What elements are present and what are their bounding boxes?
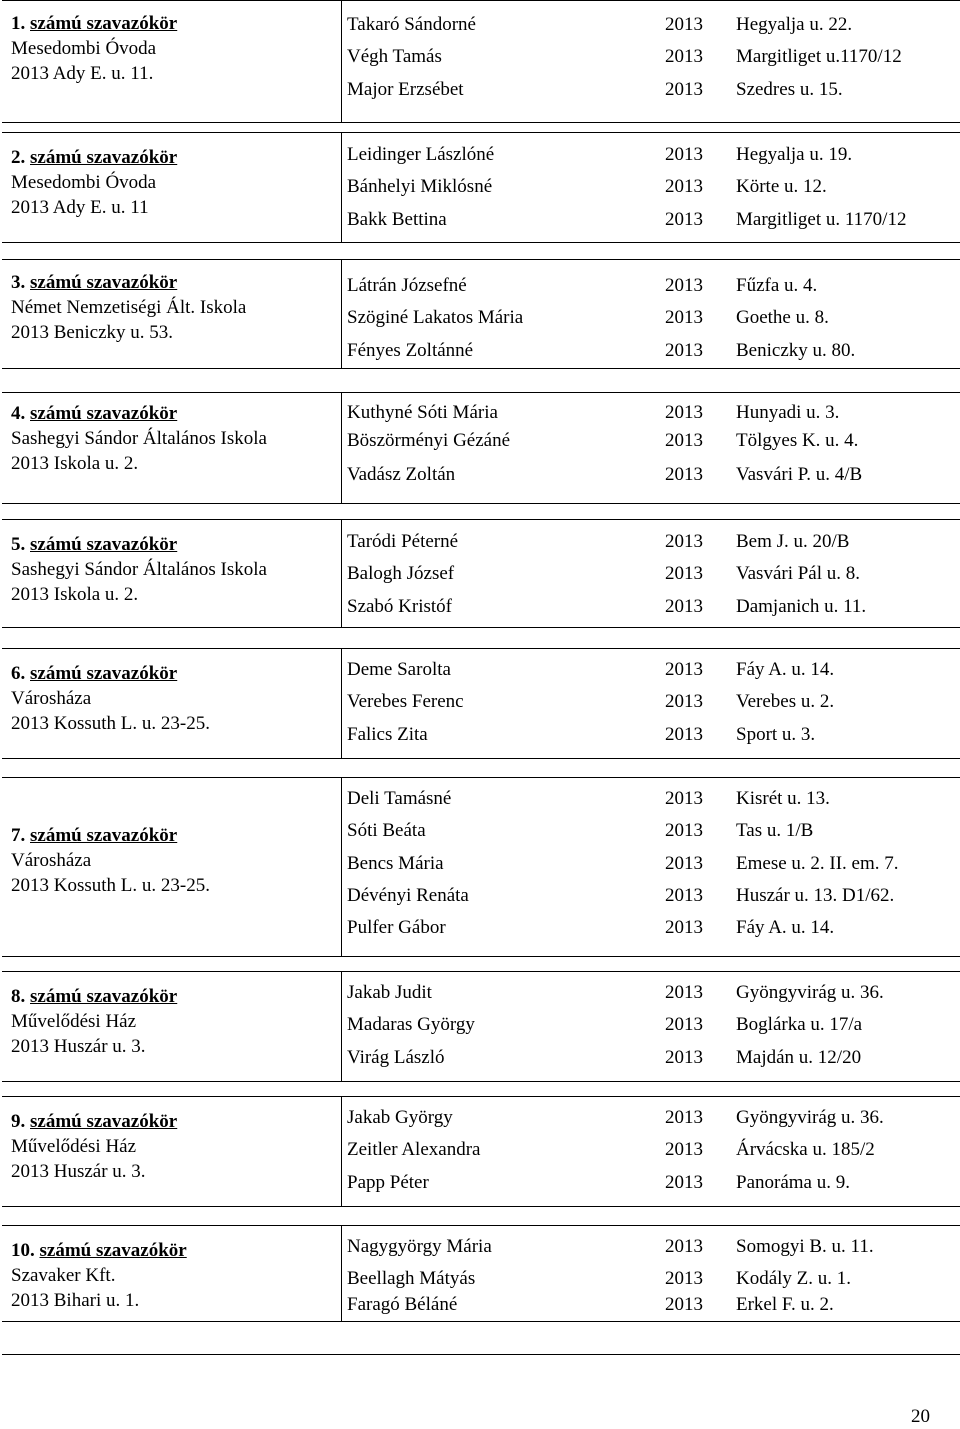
member-address: Kodály Z. u. 1.: [736, 1268, 852, 1289]
district-title-text: számú szavazókör: [30, 1111, 178, 1132]
district-number: 1.: [11, 13, 26, 34]
member-name: Falics Zita: [347, 723, 428, 745]
district-title: [11, 661, 210, 686]
column-divider: [341, 778, 342, 956]
member-name: Virág László: [347, 1046, 445, 1068]
district-info: [11, 401, 267, 476]
district-section: [2, 648, 960, 759]
member-address: Árvácska u. 185/2: [736, 1139, 875, 1161]
district-title: [11, 532, 267, 557]
member-name: Bakk Bettina: [347, 208, 447, 230]
member-year: 2013: [665, 982, 703, 1003]
member-name: Jakab György: [347, 1107, 453, 1128]
member-year: 2013: [665, 402, 703, 423]
district-title-text: számú szavazókör: [30, 663, 178, 684]
district-title-text: számú szavazókör: [30, 825, 178, 846]
district-address: 2013 Kossuth L. u. 23-25.: [11, 875, 210, 896]
member-address: Beniczky u. 80.: [736, 339, 856, 361]
district-location: Sashegyi Sándor Általános Iskola: [11, 428, 267, 449]
district-address: 2013 Ady E. u. 11: [11, 197, 149, 218]
district-address: 2013 Beniczky u. 53.: [11, 322, 174, 343]
column-divider: [341, 260, 342, 368]
district-location: Szavaker Kft.: [11, 1265, 116, 1286]
district-info: [11, 11, 177, 86]
district-number: 6.: [11, 663, 26, 684]
member-address: Hegyalja u. 22.: [736, 14, 853, 35]
column-divider: [341, 1, 342, 122]
member-address: Boglárka u. 17/a: [736, 1014, 863, 1036]
district-location: Művelődési Ház: [11, 1011, 137, 1032]
district-title: [11, 145, 177, 170]
member-address: Tölgyes K. u. 4.: [736, 430, 859, 451]
district-info: [11, 145, 177, 220]
district-number: 2.: [11, 147, 26, 168]
member-year: 2013: [665, 1107, 703, 1128]
district-address: 2013 Kossuth L. u. 23-25.: [11, 713, 210, 734]
member-year: 2013: [665, 659, 703, 680]
member-address: Körte u. 12.: [736, 176, 827, 198]
member-name: Dévényi Renáta: [347, 884, 469, 906]
member-address: Huszár u. 13. D1/62.: [736, 884, 895, 906]
member-year: 2013: [665, 788, 703, 809]
member-year: 2013: [665, 144, 703, 165]
member-name: Böszörményi Gézáné: [347, 430, 511, 451]
district-title: [11, 11, 177, 36]
district-title-text: számú szavazókör: [30, 986, 178, 1007]
district-number: 8.: [11, 986, 26, 1007]
district-number: 5.: [11, 534, 26, 555]
member-address: Sport u. 3.: [736, 723, 816, 745]
district-info: [11, 532, 267, 607]
member-name: Madaras György: [347, 1014, 475, 1036]
district-location: Mesedombi Óvoda: [11, 38, 157, 59]
member-address: Margitliget u. 1170/12: [736, 208, 907, 230]
district-title: [11, 1238, 187, 1263]
district-section: [2, 0, 960, 123]
member-address: Fáy A. u. 14.: [736, 659, 835, 680]
district-title: [11, 270, 246, 295]
district-section: [2, 259, 960, 369]
district-location: Városháza: [11, 688, 92, 709]
member-year: 2013: [665, 595, 703, 617]
member-name: Zeitler Alexandra: [347, 1139, 481, 1161]
district-address: 2013 Iskola u. 2.: [11, 584, 139, 605]
member-name: Papp Péter: [347, 1171, 429, 1193]
district-section: [2, 1096, 960, 1207]
district-info: [11, 270, 246, 345]
district-number: 9.: [11, 1111, 26, 1132]
member-year: 2013: [665, 14, 703, 35]
member-year: 2013: [665, 275, 703, 296]
member-name: Szöginé Lakatos Mária: [347, 307, 524, 329]
member-address: Margitliget u.1170/12: [736, 46, 902, 68]
district-title: [11, 984, 177, 1009]
member-name: Leidinger Lászlóné: [347, 144, 495, 165]
district-section: [2, 971, 960, 1082]
member-year: 2013: [665, 917, 703, 939]
member-year: 2013: [665, 1139, 703, 1161]
member-year: 2013: [665, 1014, 703, 1036]
district-title-text: számú szavazókör: [30, 272, 178, 293]
member-year: 2013: [665, 339, 703, 361]
member-name: Jakab Judit: [347, 982, 432, 1003]
member-name: Bencs Mária: [347, 852, 444, 874]
footer-rule: [2, 1354, 960, 1355]
member-year: 2013: [665, 307, 703, 329]
column-divider: [341, 649, 342, 758]
district-number: 3.: [11, 272, 26, 293]
member-name: Pulfer Gábor: [347, 917, 446, 939]
member-year: 2013: [665, 46, 703, 68]
member-year: 2013: [665, 1294, 703, 1315]
district-location: Városháza: [11, 850, 92, 871]
member-name: Látrán Józsefné: [347, 275, 467, 296]
member-name: Szabó Kristóf: [347, 595, 453, 617]
member-name: Fényes Zoltánné: [347, 339, 474, 361]
member-address: Emese u. 2. II. em. 7.: [736, 852, 899, 874]
page-number: 20: [911, 1406, 930, 1427]
member-address: Verebes u. 2.: [736, 691, 835, 713]
member-name: Bánhelyi Miklósné: [347, 176, 493, 198]
district-info: [11, 1238, 187, 1313]
member-name: Taródi Péterné: [347, 531, 459, 552]
member-name: Végh Tamás: [347, 46, 442, 68]
district-address: 2013 Ady E. u. 11.: [11, 63, 154, 84]
member-address: Panoráma u. 9.: [736, 1171, 850, 1193]
district-address: 2013 Iskola u. 2.: [11, 453, 139, 474]
district-title-text: számú szavazókör: [30, 534, 178, 555]
district-location: Német Nemzetiségi Ált. Iskola: [11, 297, 247, 318]
column-divider: [341, 1097, 342, 1206]
member-year: 2013: [665, 430, 703, 451]
member-address: Vasvári P. u. 4/B: [736, 464, 863, 485]
member-year: 2013: [665, 464, 703, 485]
member-address: Gyöngyvirág u. 36.: [736, 982, 884, 1003]
member-address: Hegyalja u. 19.: [736, 144, 853, 165]
member-address: Kisrét u. 13.: [736, 788, 830, 809]
member-year: 2013: [665, 1046, 703, 1068]
member-name: Deli Tamásné: [347, 788, 452, 809]
district-section: [2, 1225, 960, 1322]
column-divider: [341, 133, 342, 242]
member-name: Major Erzsébet: [347, 78, 464, 100]
district-section: [2, 132, 960, 243]
district-info: [11, 823, 210, 898]
member-address: Somogyi B. u. 11.: [736, 1236, 874, 1257]
member-name: Beellagh Mátyás: [347, 1268, 476, 1289]
member-year: 2013: [665, 820, 703, 842]
district-info: [11, 984, 177, 1059]
member-address: Damjanich u. 11.: [736, 595, 867, 617]
member-year: 2013: [665, 723, 703, 745]
member-year: 2013: [665, 852, 703, 874]
district-info: [11, 1109, 177, 1184]
member-name: Verebes Ferenc: [347, 691, 464, 713]
member-address: Erkel F. u. 2.: [736, 1294, 834, 1315]
member-name: Vadász Zoltán: [347, 464, 456, 485]
column-divider: [341, 393, 342, 503]
district-number: 4.: [11, 403, 26, 424]
district-title-text: számú szavazókör: [30, 147, 178, 168]
member-address: Bem J. u. 20/B: [736, 531, 850, 552]
member-year: 2013: [665, 208, 703, 230]
district-address: 2013 Bihari u. 1.: [11, 1290, 140, 1311]
district-title: [11, 823, 210, 848]
district-title: [11, 1109, 177, 1134]
member-name: Balogh József: [347, 563, 455, 585]
district-title-text: számú szavazókör: [30, 13, 178, 34]
district-number: 7.: [11, 825, 26, 846]
column-divider: [341, 972, 342, 1081]
district-info: [11, 661, 210, 736]
member-year: 2013: [665, 531, 703, 552]
member-address: Majdán u. 12/20: [736, 1046, 862, 1068]
member-year: 2013: [665, 884, 703, 906]
member-address: Vasvári Pál u. 8.: [736, 563, 861, 585]
member-address: Goethe u. 8.: [736, 307, 829, 329]
member-year: 2013: [665, 691, 703, 713]
member-address: Tas u. 1/B: [736, 820, 814, 842]
district-location: Mesedombi Óvoda: [11, 172, 157, 193]
district-section: [2, 519, 960, 628]
district-section: [2, 777, 960, 957]
member-name: Nagygyörgy Mária: [347, 1236, 492, 1257]
member-address: Szedres u. 15.: [736, 78, 843, 100]
member-address: Fáy A. u. 14.: [736, 917, 835, 939]
district-section: [2, 392, 960, 504]
member-year: 2013: [665, 1268, 703, 1289]
column-divider: [341, 520, 342, 627]
district-title-text: számú szavazókör: [39, 1240, 187, 1261]
district-title-text: számú szavazókör: [30, 403, 178, 424]
member-name: Deme Sarolta: [347, 659, 451, 680]
district-title: [11, 401, 267, 426]
member-name: Faragó Béláné: [347, 1294, 458, 1315]
member-year: 2013: [665, 1171, 703, 1193]
member-address: Gyöngyvirág u. 36.: [736, 1107, 884, 1128]
member-address: Hunyadi u. 3.: [736, 402, 840, 423]
member-year: 2013: [665, 78, 703, 100]
member-year: 2013: [665, 176, 703, 198]
district-location: Sashegyi Sándor Általános Iskola: [11, 559, 267, 580]
column-divider: [341, 1226, 342, 1321]
member-year: 2013: [665, 563, 703, 585]
member-name: Kuthyné Sóti Mária: [347, 402, 498, 423]
member-address: Fűzfa u. 4.: [736, 275, 818, 296]
district-number: 10.: [11, 1240, 35, 1261]
district-location: Művelődési Ház: [11, 1136, 137, 1157]
member-name: Takaró Sándorné: [347, 14, 476, 35]
district-address: 2013 Huszár u. 3.: [11, 1161, 146, 1182]
district-address: 2013 Huszár u. 3.: [11, 1036, 146, 1057]
member-name: Sóti Beáta: [347, 820, 426, 842]
member-year: 2013: [665, 1236, 703, 1257]
